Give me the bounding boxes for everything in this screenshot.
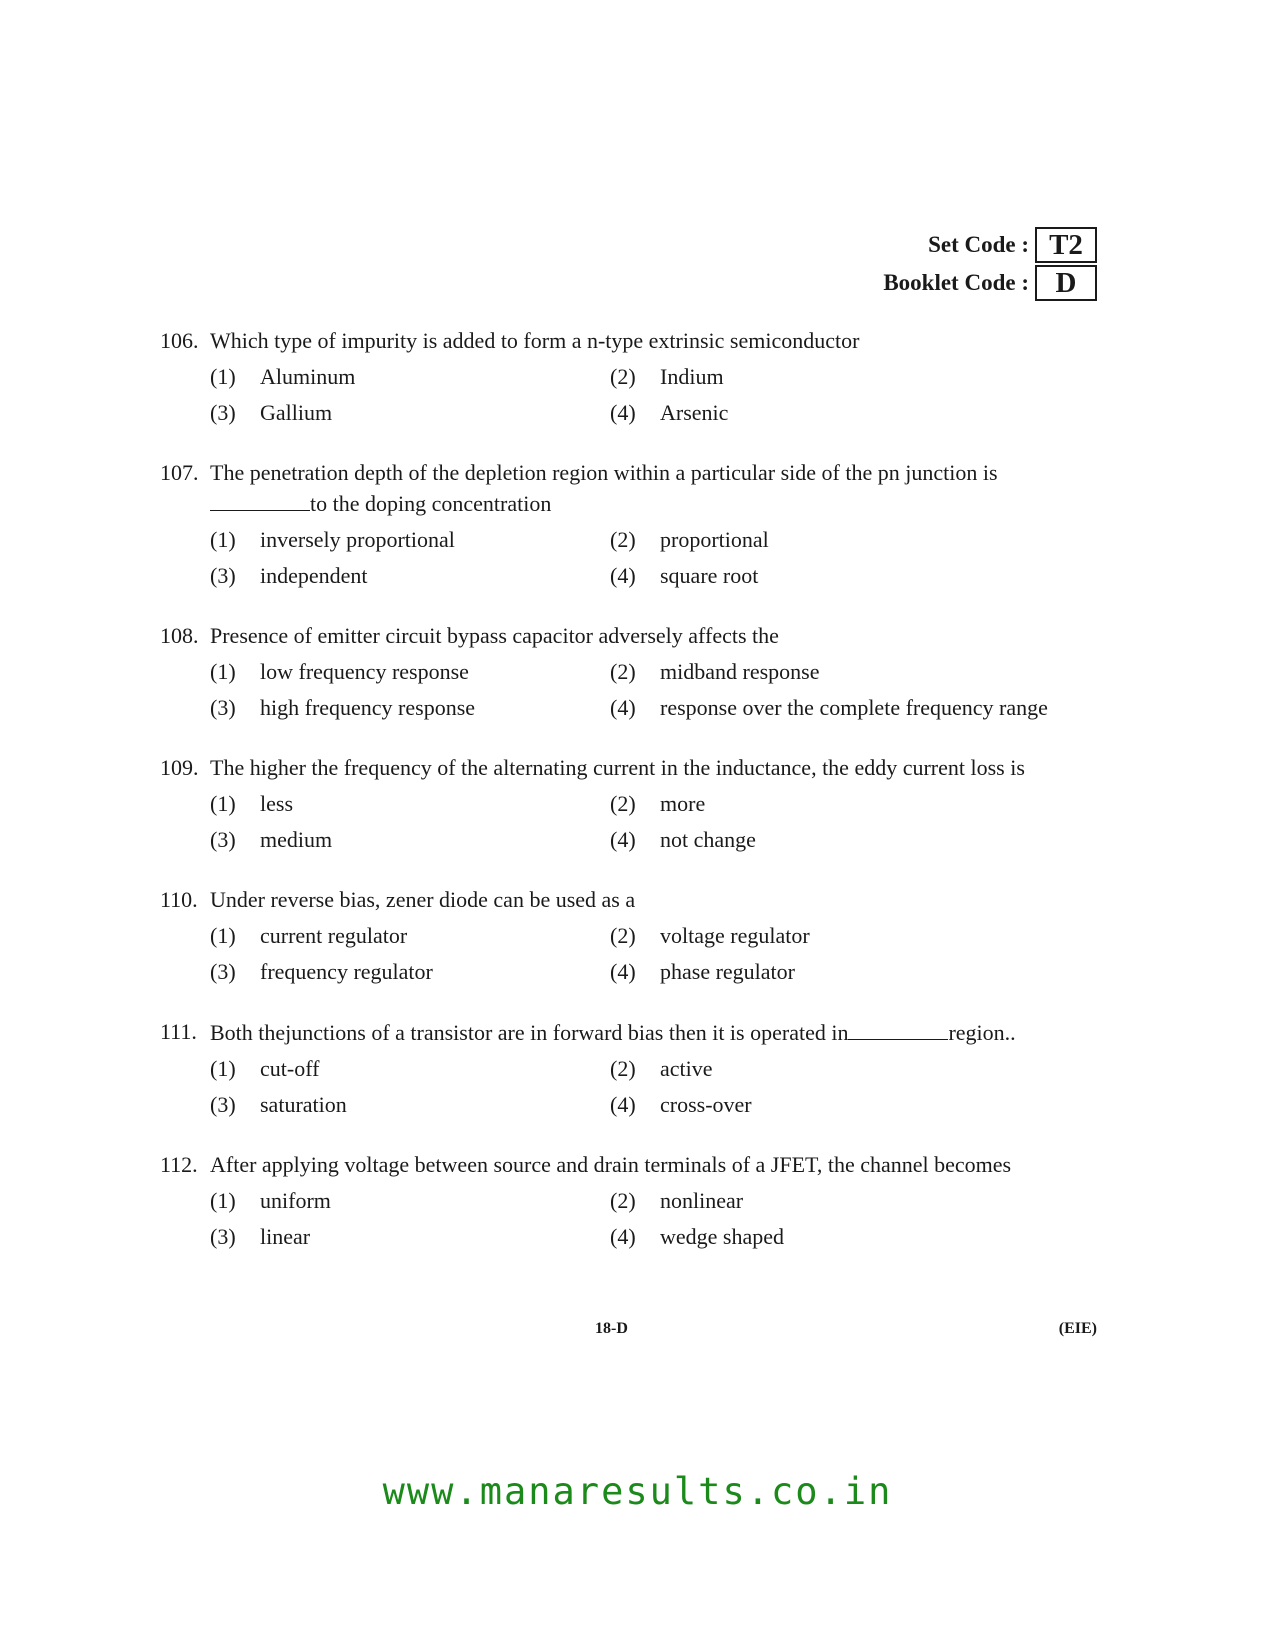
option-number: (1) — [210, 923, 236, 948]
option-1 — [210, 657, 610, 687]
option-number: (2) — [610, 923, 636, 948]
option-text: frequency regulator — [260, 959, 433, 984]
option-text: linear — [260, 1224, 311, 1249]
set-code-label: Set Code : — [928, 232, 1029, 257]
options-grid — [210, 1054, 1100, 1120]
answer-blank — [848, 1017, 948, 1040]
options-grid — [210, 657, 1100, 723]
option-1 — [210, 525, 610, 555]
option-text: current regulator — [260, 923, 408, 948]
option-number: (1) — [210, 791, 236, 816]
option-4 — [610, 1090, 1100, 1120]
question-list — [160, 326, 1100, 1282]
option-text: low frequency response — [260, 659, 469, 684]
option-text: voltage regulator — [660, 923, 810, 948]
option-text: phase regulator — [660, 959, 795, 984]
options-grid — [210, 362, 1100, 428]
option-number: (4) — [610, 827, 636, 852]
option-text: inversely proportional — [260, 527, 455, 552]
option-number: (2) — [610, 659, 636, 684]
option-number: (1) — [210, 1056, 236, 1081]
option-number: (2) — [610, 791, 636, 816]
option-text: independent — [260, 563, 368, 588]
subject-code: (EIE) — [1058, 1320, 1097, 1337]
option-4 — [610, 1222, 1100, 1252]
question-number: 107. — [160, 460, 199, 485]
options-grid — [210, 525, 1100, 591]
option-number: (3) — [210, 400, 236, 425]
option-3 — [210, 957, 610, 987]
question-106 — [160, 326, 1100, 428]
option-number: (3) — [210, 959, 236, 984]
option-2 — [610, 921, 1100, 951]
question-text: After applying voltage between source and drain terminals of a JFET, the channel becomes — [210, 1152, 1012, 1177]
option-text: Arsenic — [660, 400, 729, 425]
question-text — [210, 1017, 1100, 1048]
option-4 — [610, 561, 1100, 591]
option-2 — [610, 1054, 1100, 1084]
option-4 — [610, 398, 1100, 428]
option-3 — [210, 1222, 610, 1252]
question-number: 106. — [160, 328, 199, 353]
set-code-box: T2 — [1035, 227, 1097, 263]
option-number: (3) — [210, 1224, 236, 1249]
question-111 — [160, 1017, 1100, 1120]
option-number: (4) — [610, 400, 636, 425]
option-text: square root — [660, 563, 759, 588]
website-watermark: www.manaresults.co.in — [382, 1470, 893, 1513]
options-grid — [210, 789, 1100, 855]
option-text: medium — [260, 827, 333, 852]
question-text-before: Both thejunctions of a transistor are in forward bias then it is operated in — [210, 1020, 849, 1045]
question-108 — [160, 621, 1100, 723]
option-1 — [210, 921, 610, 951]
option-3 — [210, 398, 610, 428]
option-number: (3) — [210, 563, 236, 588]
option-2 — [610, 1186, 1100, 1216]
option-text: nonlinear — [660, 1188, 744, 1213]
option-number: (1) — [210, 1188, 236, 1213]
options-grid — [210, 1186, 1100, 1252]
question-number: 110. — [160, 887, 198, 912]
option-text: cut-off — [260, 1056, 320, 1081]
option-number: (3) — [210, 827, 236, 852]
option-number: (2) — [610, 1188, 636, 1213]
option-4 — [610, 825, 1100, 855]
option-2 — [610, 789, 1100, 819]
option-number: (1) — [210, 364, 236, 389]
question-number: 109. — [160, 755, 199, 780]
question-110 — [160, 885, 1100, 987]
option-number: (2) — [610, 527, 636, 552]
question-number: 112. — [160, 1152, 198, 1177]
option-3 — [210, 561, 610, 591]
option-1 — [210, 362, 610, 392]
option-4 — [610, 957, 1100, 987]
option-text: less — [260, 791, 293, 816]
option-number: (3) — [210, 695, 236, 720]
option-text: Gallium — [260, 400, 333, 425]
option-number: (3) — [210, 1092, 236, 1117]
options-grid — [210, 921, 1100, 987]
option-text: active — [660, 1056, 713, 1081]
option-number: (4) — [610, 695, 636, 720]
option-3 — [210, 1090, 610, 1120]
question-text: Presence of emitter circuit bypass capacitor adversely affects the — [210, 623, 779, 648]
question-text-before: The penetration depth of the depletion region within a particular side of the pn junction is — [210, 460, 998, 485]
booklet-code-label: Booklet Code : — [883, 270, 1029, 295]
option-text: Indium — [660, 364, 724, 389]
option-4 — [610, 693, 1100, 723]
question-text: Under reverse bias, zener diode can be used as a — [210, 887, 636, 912]
option-2 — [610, 657, 1100, 687]
option-number: (4) — [610, 1224, 636, 1249]
option-text: proportional — [660, 527, 769, 552]
question-text: The higher the frequency of the alternating current in the inductance, the eddy current loss is — [210, 755, 1025, 780]
option-text: wedge shaped — [660, 1224, 785, 1249]
option-text: saturation — [260, 1092, 347, 1117]
option-1 — [210, 1054, 610, 1084]
option-2 — [610, 362, 1100, 392]
question-109 — [160, 753, 1100, 855]
option-text: more — [660, 791, 706, 816]
booklet-code-box: D — [1035, 265, 1097, 301]
question-107 — [160, 458, 1100, 591]
option-number: (2) — [610, 1056, 636, 1081]
booklet-code-row — [797, 264, 1097, 302]
option-text: Aluminum — [260, 364, 356, 389]
question-text-after: region.. — [948, 1020, 1016, 1045]
option-number: (1) — [210, 659, 236, 684]
option-text: response over the complete frequency range — [660, 695, 1048, 720]
option-text: midband response — [660, 659, 820, 684]
question-text-after: to the doping concentration — [310, 491, 552, 516]
question-number: 111. — [160, 1019, 197, 1044]
code-block — [797, 226, 1097, 302]
option-3 — [210, 825, 610, 855]
question-text — [210, 458, 1100, 519]
option-number: (4) — [610, 563, 636, 588]
page-number: 18-D — [595, 1320, 628, 1337]
option-1 — [210, 1186, 610, 1216]
question-112 — [160, 1150, 1100, 1252]
set-code-row — [797, 226, 1097, 264]
option-1 — [210, 789, 610, 819]
option-text: not change — [660, 827, 756, 852]
question-number: 108. — [160, 623, 199, 648]
option-text: uniform — [260, 1188, 331, 1213]
option-number: (4) — [610, 1092, 636, 1117]
option-text: high frequency response — [260, 695, 476, 720]
option-text: cross-over — [660, 1092, 752, 1117]
option-3 — [210, 693, 610, 723]
question-text: Which type of impurity is added to form a n-type extrinsic semiconductor — [210, 328, 860, 353]
option-number: (4) — [610, 959, 636, 984]
option-2 — [610, 525, 1100, 555]
answer-blank — [210, 488, 310, 511]
option-number: (1) — [210, 527, 236, 552]
option-number: (2) — [610, 364, 636, 389]
